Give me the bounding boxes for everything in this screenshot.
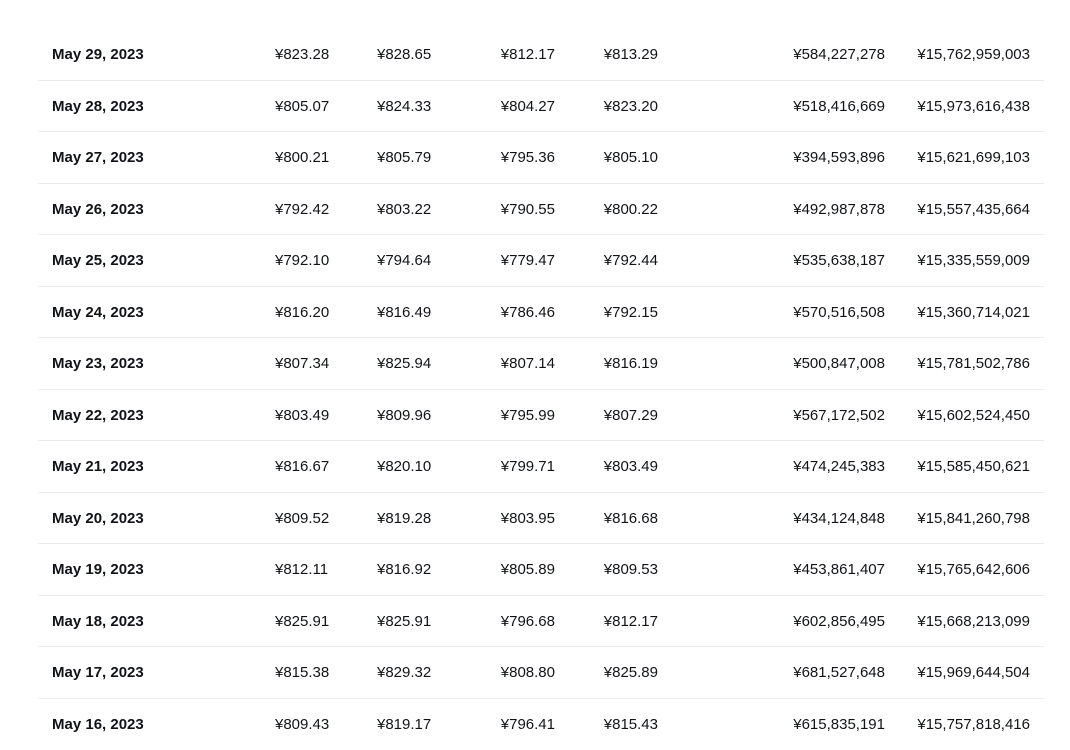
cell-open: ¥816.20 bbox=[275, 287, 329, 338]
cell-open: ¥816.67 bbox=[275, 441, 329, 492]
cell-close: ¥803.49 bbox=[604, 441, 658, 492]
cell-volume: ¥500,847,008 bbox=[793, 338, 885, 389]
cell-high: ¥825.94 bbox=[377, 338, 431, 389]
cell-high: ¥819.28 bbox=[377, 493, 431, 544]
cell-volume: ¥602,856,495 bbox=[793, 596, 885, 647]
cell-low: ¥796.41 bbox=[501, 699, 555, 750]
cell-open: ¥800.21 bbox=[275, 132, 329, 183]
cell-open: ¥807.34 bbox=[275, 338, 329, 389]
cell-market-cap: ¥15,360,714,021 bbox=[917, 287, 1030, 338]
cell-open: ¥825.91 bbox=[275, 596, 329, 647]
cell-market-cap: ¥15,762,959,003 bbox=[917, 29, 1030, 80]
cell-close: ¥812.17 bbox=[604, 596, 658, 647]
table-row bbox=[38, 338, 1044, 390]
cell-date: May 16, 2023 bbox=[52, 699, 144, 750]
cell-close: ¥815.43 bbox=[604, 699, 658, 750]
cell-market-cap: ¥15,765,642,606 bbox=[917, 544, 1030, 595]
cell-low: ¥795.36 bbox=[501, 132, 555, 183]
cell-close: ¥809.53 bbox=[604, 544, 658, 595]
cell-high: ¥824.33 bbox=[377, 81, 431, 132]
cell-volume: ¥535,638,187 bbox=[793, 235, 885, 286]
cell-volume: ¥570,516,508 bbox=[793, 287, 885, 338]
cell-low: ¥796.68 bbox=[501, 596, 555, 647]
cell-volume: ¥567,172,502 bbox=[793, 390, 885, 441]
cell-low: ¥799.71 bbox=[501, 441, 555, 492]
cell-date: May 28, 2023 bbox=[52, 81, 144, 132]
cell-close: ¥805.10 bbox=[604, 132, 658, 183]
cell-open: ¥815.38 bbox=[275, 647, 329, 698]
cell-volume: ¥615,835,191 bbox=[793, 699, 885, 750]
table-row bbox=[38, 287, 1044, 339]
price-history-table bbox=[38, 29, 1044, 750]
cell-high: ¥820.10 bbox=[377, 441, 431, 492]
cell-high: ¥794.64 bbox=[377, 235, 431, 286]
cell-low: ¥790.55 bbox=[501, 184, 555, 235]
cell-market-cap: ¥15,781,502,786 bbox=[917, 338, 1030, 389]
cell-low: ¥804.27 bbox=[501, 81, 555, 132]
cell-market-cap: ¥15,757,818,416 bbox=[917, 699, 1030, 750]
cell-high: ¥829.32 bbox=[377, 647, 431, 698]
cell-close: ¥825.89 bbox=[604, 647, 658, 698]
cell-low: ¥812.17 bbox=[501, 29, 555, 80]
cell-market-cap: ¥15,335,559,009 bbox=[917, 235, 1030, 286]
cell-date: May 17, 2023 bbox=[52, 647, 144, 698]
cell-low: ¥805.89 bbox=[501, 544, 555, 595]
table-row bbox=[38, 81, 1044, 133]
cell-low: ¥779.47 bbox=[501, 235, 555, 286]
cell-date: May 26, 2023 bbox=[52, 184, 144, 235]
cell-market-cap: ¥15,557,435,664 bbox=[917, 184, 1030, 235]
cell-market-cap: ¥15,668,213,099 bbox=[917, 596, 1030, 647]
cell-volume: ¥453,861,407 bbox=[793, 544, 885, 595]
cell-open: ¥805.07 bbox=[275, 81, 329, 132]
cell-close: ¥800.22 bbox=[604, 184, 658, 235]
cell-market-cap: ¥15,841,260,798 bbox=[917, 493, 1030, 544]
cell-open: ¥823.28 bbox=[275, 29, 329, 80]
cell-date: May 18, 2023 bbox=[52, 596, 144, 647]
cell-date: May 29, 2023 bbox=[52, 29, 144, 80]
cell-date: May 20, 2023 bbox=[52, 493, 144, 544]
cell-high: ¥819.17 bbox=[377, 699, 431, 750]
table-row bbox=[38, 132, 1044, 184]
cell-low: ¥786.46 bbox=[501, 287, 555, 338]
cell-volume: ¥518,416,669 bbox=[793, 81, 885, 132]
cell-volume: ¥434,124,848 bbox=[793, 493, 885, 544]
cell-low: ¥807.14 bbox=[501, 338, 555, 389]
cell-volume: ¥584,227,278 bbox=[793, 29, 885, 80]
cell-market-cap: ¥15,969,644,504 bbox=[917, 647, 1030, 698]
cell-close: ¥807.29 bbox=[604, 390, 658, 441]
table-row bbox=[38, 647, 1044, 699]
cell-low: ¥795.99 bbox=[501, 390, 555, 441]
cell-market-cap: ¥15,585,450,621 bbox=[917, 441, 1030, 492]
cell-close: ¥813.29 bbox=[604, 29, 658, 80]
table-row bbox=[38, 235, 1044, 287]
cell-open: ¥792.10 bbox=[275, 235, 329, 286]
cell-volume: ¥394,593,896 bbox=[793, 132, 885, 183]
cell-date: May 24, 2023 bbox=[52, 287, 144, 338]
table-row bbox=[38, 699, 1044, 750]
cell-high: ¥816.49 bbox=[377, 287, 431, 338]
cell-date: May 27, 2023 bbox=[52, 132, 144, 183]
cell-open: ¥792.42 bbox=[275, 184, 329, 235]
table-row bbox=[38, 184, 1044, 236]
cell-open: ¥803.49 bbox=[275, 390, 329, 441]
cell-high: ¥816.92 bbox=[377, 544, 431, 595]
table-row bbox=[38, 596, 1044, 648]
table-row bbox=[38, 493, 1044, 545]
cell-low: ¥803.95 bbox=[501, 493, 555, 544]
cell-close: ¥816.68 bbox=[604, 493, 658, 544]
cell-market-cap: ¥15,602,524,450 bbox=[917, 390, 1030, 441]
table-row bbox=[38, 390, 1044, 442]
cell-open: ¥809.52 bbox=[275, 493, 329, 544]
cell-volume: ¥474,245,383 bbox=[793, 441, 885, 492]
cell-volume: ¥681,527,648 bbox=[793, 647, 885, 698]
cell-close: ¥823.20 bbox=[604, 81, 658, 132]
table-row bbox=[38, 544, 1044, 596]
cell-high: ¥809.96 bbox=[377, 390, 431, 441]
cell-high: ¥828.65 bbox=[377, 29, 431, 80]
cell-date: May 21, 2023 bbox=[52, 441, 144, 492]
cell-market-cap: ¥15,621,699,103 bbox=[917, 132, 1030, 183]
cell-close: ¥816.19 bbox=[604, 338, 658, 389]
cell-high: ¥803.22 bbox=[377, 184, 431, 235]
cell-volume: ¥492,987,878 bbox=[793, 184, 885, 235]
cell-open: ¥812.11 bbox=[275, 544, 328, 595]
cell-open: ¥809.43 bbox=[275, 699, 329, 750]
cell-close: ¥792.44 bbox=[604, 235, 658, 286]
cell-low: ¥808.80 bbox=[501, 647, 555, 698]
table-row bbox=[38, 441, 1044, 493]
cell-date: May 22, 2023 bbox=[52, 390, 144, 441]
table-row bbox=[38, 29, 1044, 81]
cell-date: May 19, 2023 bbox=[52, 544, 144, 595]
cell-date: May 23, 2023 bbox=[52, 338, 144, 389]
cell-high: ¥825.91 bbox=[377, 596, 431, 647]
cell-date: May 25, 2023 bbox=[52, 235, 144, 286]
cell-market-cap: ¥15,973,616,438 bbox=[917, 81, 1030, 132]
cell-high: ¥805.79 bbox=[377, 132, 431, 183]
cell-close: ¥792.15 bbox=[604, 287, 658, 338]
